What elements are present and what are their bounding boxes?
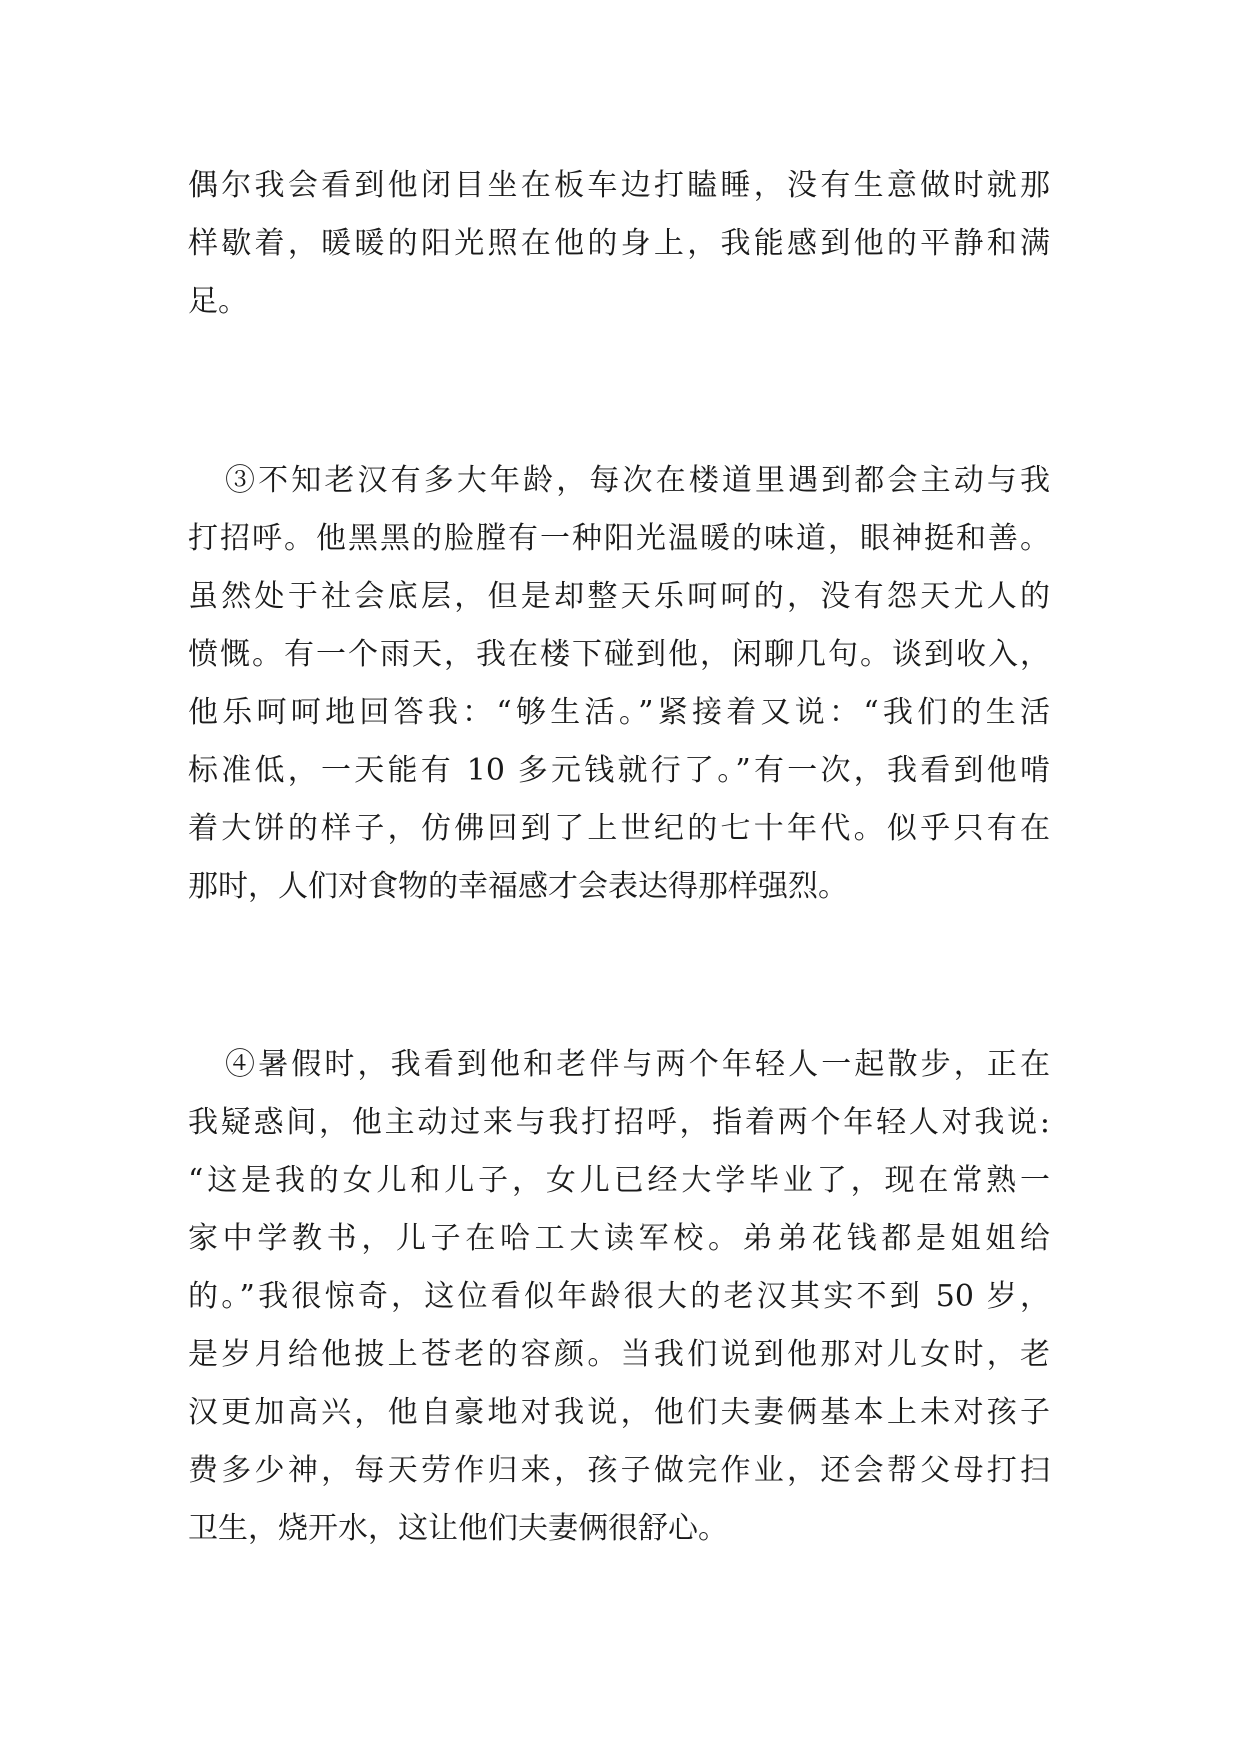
paragraph-4-line-2: 我疑惑间，他主动过来与我打招呼，指着两个年轻人对我说:	[188, 1105, 1050, 1140]
paragraph-3-line-7: 着大饼的样子，仿佛回到了上世纪的七十年代。似乎只有在	[188, 811, 1050, 846]
paragraph-1-line-1: 偶尔我会看到他闭目坐在板车边打瞌睡，没有生意做时就那	[188, 168, 1050, 203]
paragraph-4-line-5: 的。”我很惊奇，这位看似年龄很大的老汉其实不到 50 岁，	[188, 1279, 1050, 1314]
paragraph-4-line-8: 费多少神，每天劳作归来，孩子做完作业，还会帮父母打扫	[188, 1453, 1050, 1488]
paragraph-4-line-6: 是岁月给他披上苍老的容颜。当我们说到他那对儿女时，老	[188, 1337, 1050, 1372]
paragraph-3-line-1: ③不知老汉有多大年龄，每次在楼道里遇到都会主动与我	[225, 463, 1050, 498]
paragraph-3-line-3: 虽然处于社会底层，但是却整天乐呵呵的，没有怨天尤人的	[188, 579, 1050, 614]
paragraph-4-line-7: 汉更加高兴，他自豪地对我说，他们夫妻俩基本上未对孩子	[188, 1395, 1050, 1430]
paragraph-3-line-8: 那时，人们对食物的幸福感才会表达得那样强烈。	[188, 869, 848, 904]
paragraph-3-line-4: 愤慨。有一个雨天，我在楼下碰到他，闲聊几句。谈到收入，	[188, 637, 1050, 672]
paragraph-1-line-2: 样歇着，暖暖的阳光照在他的身上，我能感到他的平静和满	[188, 226, 1050, 261]
paragraph-4-line-1: ④暑假时，我看到他和老伴与两个年轻人一起散步，正在	[225, 1047, 1050, 1082]
paragraph-3-line-6: 标准低，一天能有 10 多元钱就行了。”有一次，我看到他啃	[188, 753, 1050, 788]
paragraph-4-line-9: 卫生，烧开水，这让他们夫妻俩很舒心。	[188, 1511, 728, 1546]
paragraph-4-line-3: “这是我的女儿和儿子，女儿已经大学毕业了，现在常熟一	[188, 1163, 1050, 1198]
paragraph-1-line-3: 足。	[188, 284, 248, 319]
paragraph-3-line-5: 他乐呵呵地回答我：“够生活。”紧接着又说：“我们的生活	[188, 695, 1050, 730]
paragraph-3-line-2: 打招呼。他黑黑的脸膛有一种阳光温暖的味道，眼神挺和善。	[188, 521, 1050, 556]
paragraph-4-line-4: 家中学教书，儿子在哈工大读军校。弟弟花钱都是姐姐给	[188, 1221, 1050, 1256]
